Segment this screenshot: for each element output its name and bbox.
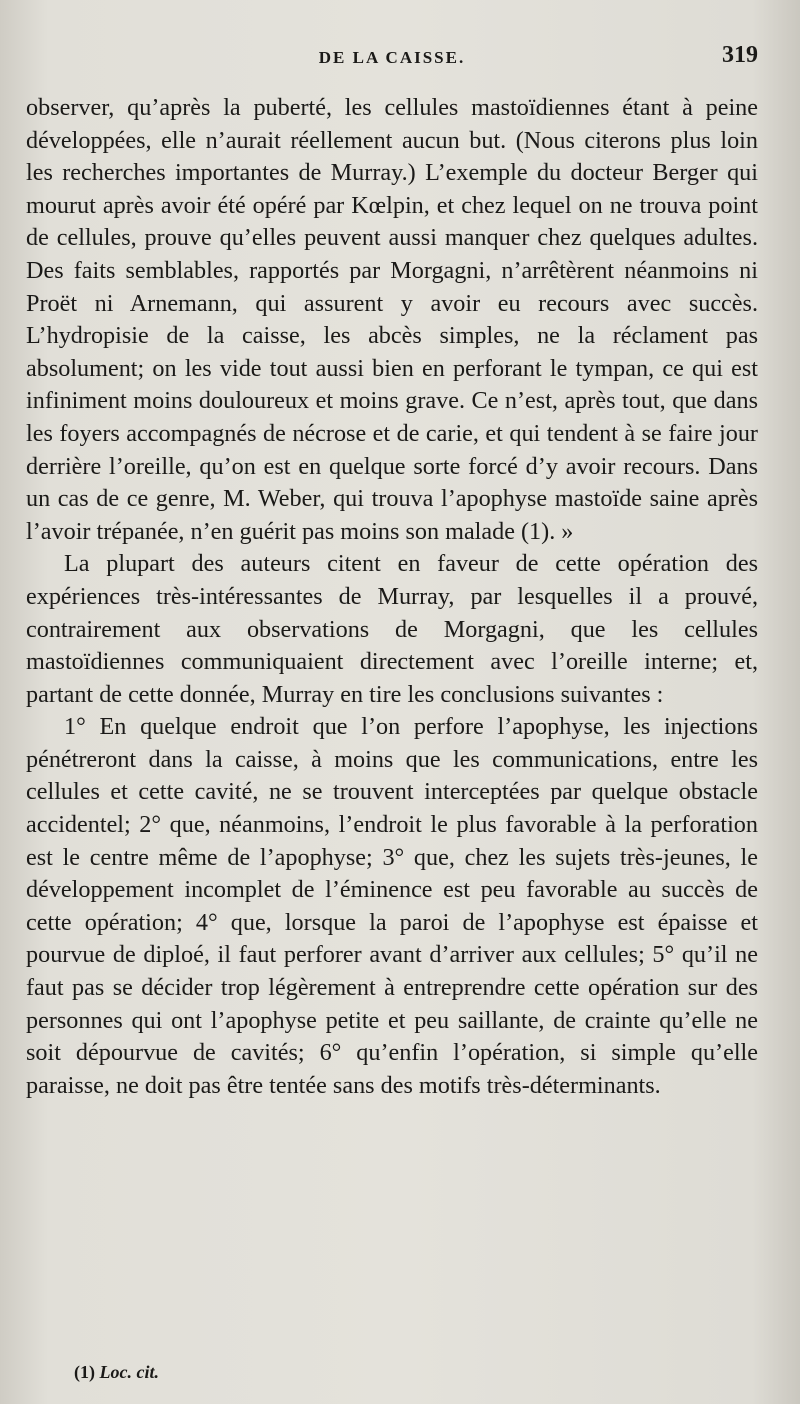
paragraph-2: La plupart des auteurs citent en faveur de cette opération des expériences très-intéressantes de Murray, par lesquelles il a prouvé, contrairement aux observations de Morgagni, que les cellules mastoïdiennes communiquaient directement avec l’oreille interne; et, partant de cette donnée, Murray en tire les conclusions suivantes :	[26, 550, 758, 708]
running-head: DE LA CAISSE.	[318, 48, 466, 67]
page-number: 319	[722, 42, 758, 68]
body-text	[26, 92, 758, 1102]
page-header	[26, 38, 758, 86]
footnote-text: Loc. cit.	[99, 1362, 159, 1382]
paragraph-3: 1° En quelque endroit que l’on perfore l’apophyse, les injections pénétreront dans la caisse, à moins que les communications, entre les cellules et cette cavité, ne se trouvent interceptées par quelque obstacle accidentel; 2° que, néanmoins, l’endroit le plus favorable à la perforation est le centre même de l’apophyse; 3° que, chez les sujets très-jeunes, le développement incomplet de l’éminence est peu favorable au succès de cette opération; 4° que, lorsque la paroi de l’apophyse est épaisse et pourvue de diploé, il faut perforer avant d’arriver aux cellules; 5° qu’il ne faut pas se décider trop légèrement à entreprendre cette opération sur des personnes qui ont l’apophyse petite et peu saillante, de crainte qu’elle ne soit dépourvue de cavités; 6° qu’enfin l’opération, si simple qu’elle paraisse, ne doit pas être tentée sans des motifs très-déterminants.	[26, 713, 758, 1099]
footnote	[74, 1362, 159, 1383]
paragraph-1: observer, qu’après la puberté, les cellules mastoïdiennes étant à peine développées, elle n’aurait réellement aucun but. (Nous citerons plus loin les recherches importantes de Murray.) L’exemple du docteur Berger qui mourut après avoir été opéré par Kœlpin, et chez lequel on ne trouva point de cellules, prouve qu’elles peuvent aussi manquer chez quelques adultes. Des faits semblables, rapportés par Morgagni, n’arrêtèrent néanmoins ni Proët ni Arnemann, qui assurent y avoir eu recours avec succès. L’hydropisie de la caisse, les abcès simples, ne la réclament pas absolument; on les vide tout aussi bien en perforant le tympan, ce qui est infiniment moins douloureux et moins grave. Ce n’est, après tout, que dans les foyers accompagnés de nécrose et de carie, et qui tendent à se faire jour derrière l’oreille, qu’on est en quelque sorte forcé d’y avoir recours. Dans un cas de ce genre, M. Weber, qui trouva l’apophyse mastoïde saine après l’avoir trépanée, n’en guérit pas moins son malade (1). »	[26, 94, 758, 545]
footnote-marker: (1)	[74, 1362, 95, 1382]
